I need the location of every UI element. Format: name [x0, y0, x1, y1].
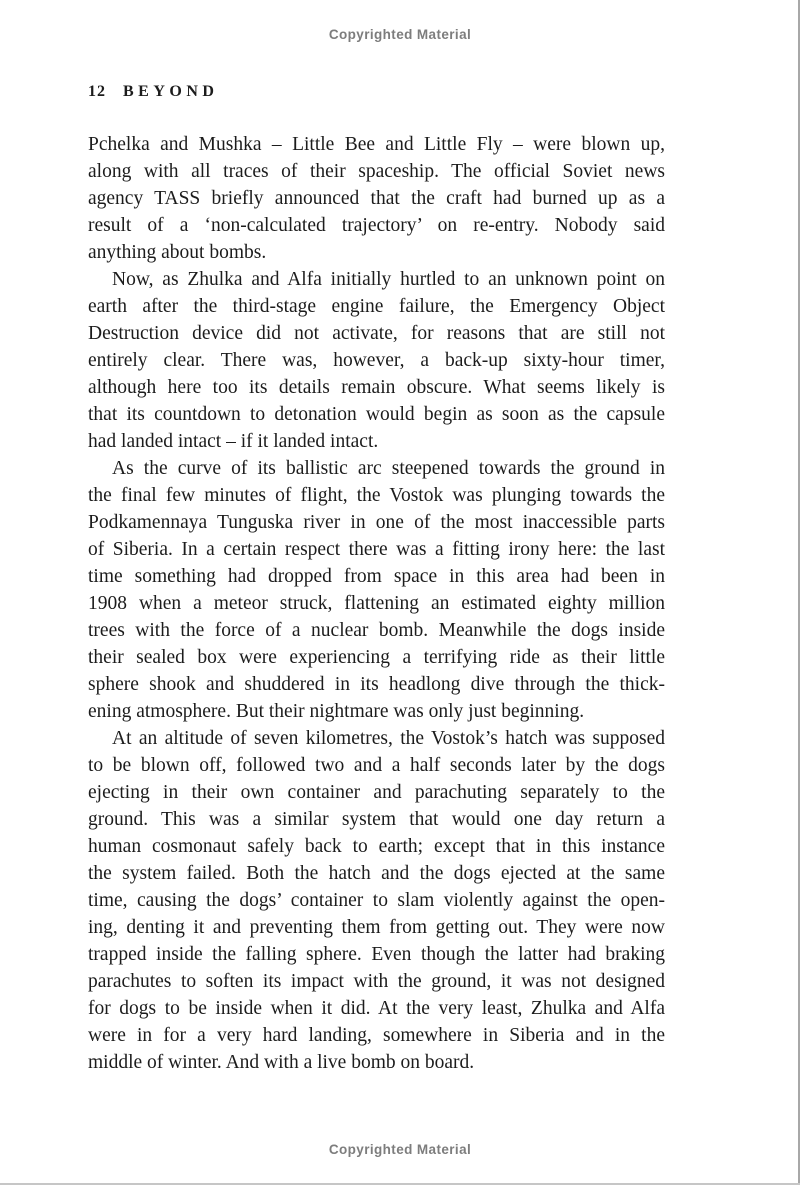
text-line: Pchelka and Mushka – Little Bee and Little Fly – were blown up, — [88, 134, 665, 155]
page-header — [88, 83, 218, 101]
text-line: earth after the third-stage engine failure, the Emergency Object — [88, 296, 665, 317]
paragraph — [88, 725, 665, 1076]
text-line: trees with the force of a nuclear bomb. Meanwhile the dogs inside — [88, 620, 665, 641]
body-text — [88, 131, 665, 1076]
text-line: along with all traces of their spaceship. The official Soviet news — [88, 161, 665, 182]
text-line: anything about bombs. — [88, 242, 267, 263]
copyright-notice-top: Copyrighted Material — [328, 27, 472, 42]
text-line: result of a ‘non-calculated trajectory’ on re-entry. Nobody said — [88, 215, 665, 236]
text-line: middle of winter. And with a live bomb on board. — [88, 1052, 475, 1073]
text-line: Now, as Zhulka and Alfa initially hurtled to an unknown point on — [112, 269, 665, 290]
paragraph — [88, 455, 665, 725]
text-line: human cosmonaut safely back to earth; except that in this instance — [88, 836, 665, 857]
text-line: had landed intact – if it landed intact. — [88, 431, 379, 452]
running-head: BEYOND — [123, 83, 219, 100]
text-line: ground. This was a similar system that would one day return a — [88, 809, 665, 830]
text-line: trapped inside the falling sphere. Even though the latter had braking — [88, 944, 665, 965]
text-line: were in for a very hard landing, somewhere in Siberia and in the — [88, 1025, 665, 1046]
copyright-notice-bottom: Copyrighted Material — [328, 1142, 472, 1157]
paragraph — [88, 266, 665, 455]
text-line: entirely clear. There was, however, a back-up sixty-hour timer, — [88, 350, 665, 371]
text-line: their sealed box were experiencing a terrifying ride as their little — [88, 647, 665, 668]
text-line: ejecting in their own container and parachuting separately to the — [88, 782, 665, 803]
text-line: Podkamennaya Tunguska river in one of the most inaccessible parts — [88, 512, 665, 533]
text-line: ing, denting it and preventing them from getting out. They were now — [88, 917, 665, 938]
text-line: 1908 when a meteor struck, flattening an estimated eighty million — [88, 593, 665, 614]
text-line: for dogs to be inside when it did. At the very least, Zhulka and Alfa — [88, 998, 665, 1019]
text-line: sphere shook and shuddered in its headlong dive through the thick- — [88, 674, 665, 695]
text-line: parachutes to soften its impact with the ground, it was not designed — [88, 971, 665, 992]
page-number: 12 — [88, 83, 106, 100]
text-line: the system failed. Both the hatch and the dogs ejected at the same — [88, 863, 665, 884]
text-line: time, causing the dogs’ container to slam violently against the open- — [88, 890, 665, 911]
text-line: ening atmosphere. But their nightmare was only just beginning. — [88, 701, 585, 722]
text-line: that its countdown to detonation would begin as soon as the capsule — [88, 404, 665, 425]
text-line: Destruction device did not activate, for reasons that are still not — [88, 323, 665, 344]
text-line: At an altitude of seven kilometres, the Vostok’s hatch was supposed — [112, 728, 665, 749]
text-line: time something had dropped from space in this area had been in — [88, 566, 665, 587]
text-line: although here too its details remain obscure. What seems likely is — [88, 377, 665, 398]
paragraph — [88, 131, 665, 266]
text-line: agency TASS briefly announced that the craft had burned up as a — [88, 188, 665, 209]
text-line: As the curve of its ballistic arc steepened towards the ground in — [112, 458, 665, 479]
text-line: to be blown off, followed two and a half seconds later by the dogs — [88, 755, 665, 776]
text-line: of Siberia. In a certain respect there was a fitting irony here: the last — [88, 539, 665, 560]
text-line: the final few minutes of flight, the Vostok was plunging towards the — [88, 485, 665, 506]
